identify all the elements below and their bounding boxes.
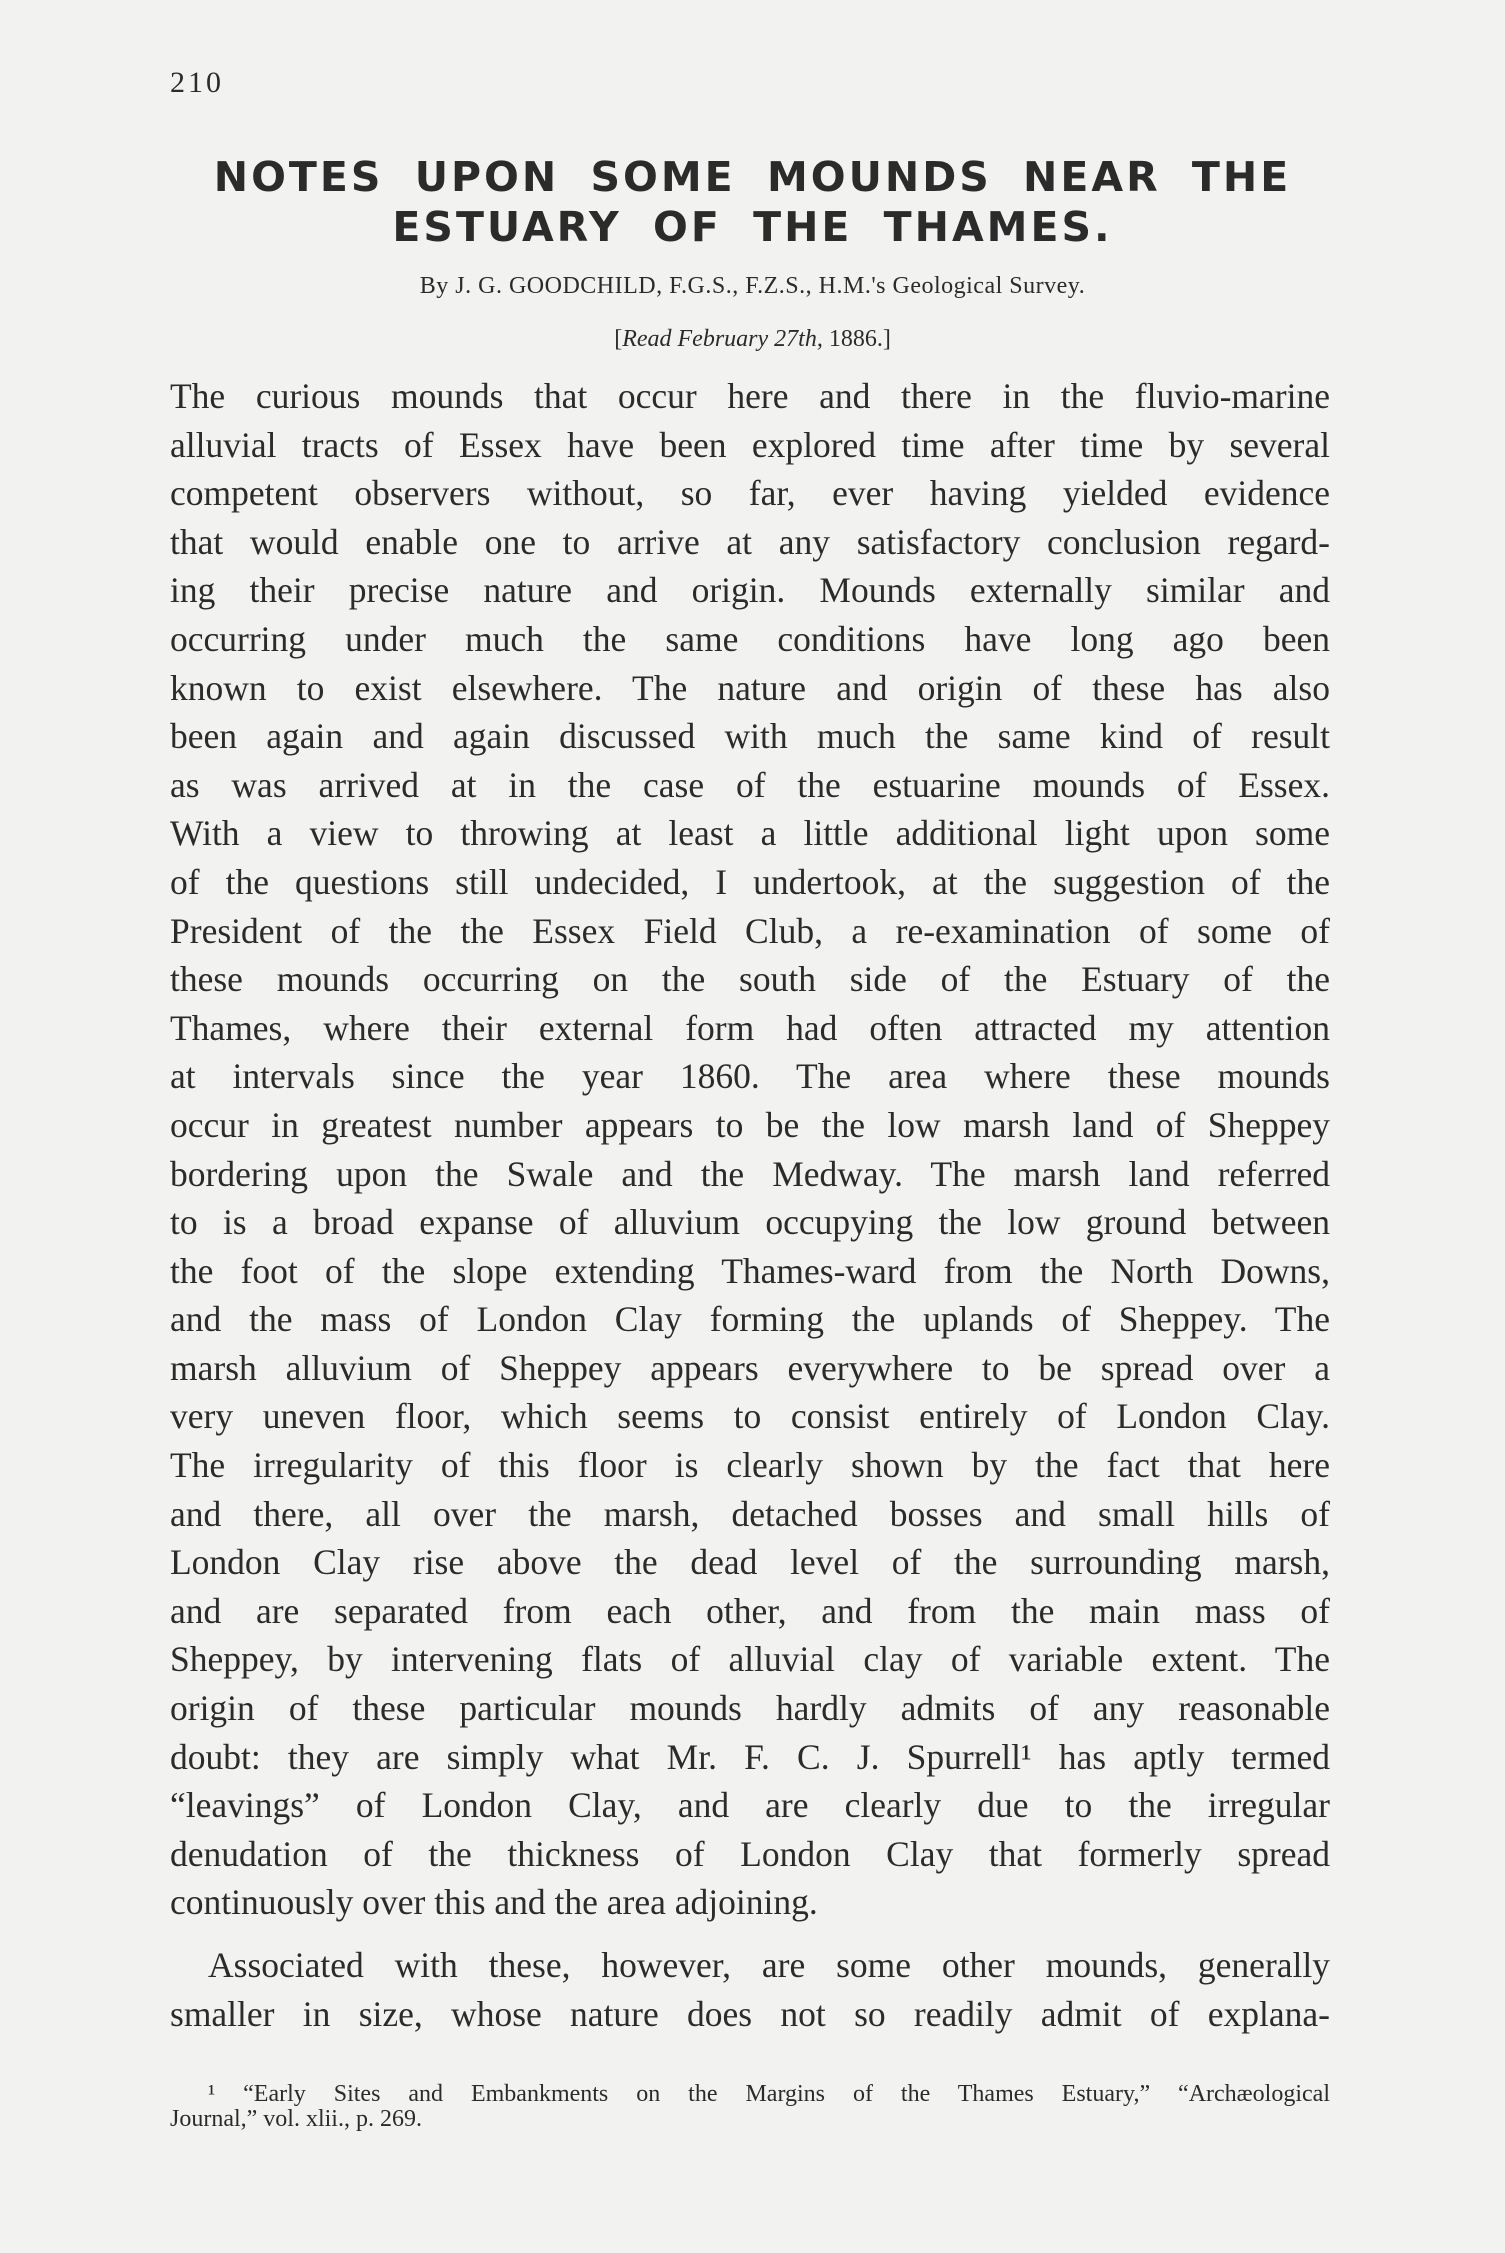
paragraph-1 — [170, 372, 1330, 1927]
body-line: and the mass of London Clay forming the uplands of Sheppey. The — [170, 1299, 1330, 1340]
body-line: occurring under much the same conditions have long ago been — [170, 618, 1330, 659]
article-body — [170, 372, 1330, 2038]
title-line-1: NOTES UPON SOME MOUNDS NEAR THE — [213, 153, 1292, 201]
body-line: the foot of the slope extending Thames-ward from the North Downs, — [170, 1250, 1330, 1291]
body-line: Associated with these, however, are some other mounds, generally — [208, 1945, 1330, 1985]
read-date-italic: Read February 27th, — [622, 326, 823, 352]
body-line: known to exist elsewhere. The nature and origin of these has also — [170, 667, 1330, 708]
body-line: as was arrived at in the case of the estuarine mounds of Essex. — [170, 764, 1330, 805]
body-line: occur in greatest number appears to be the low marsh land of Sheppey — [170, 1104, 1330, 1145]
body-line: competent observers without, so far, ever having yielded evidence — [170, 473, 1330, 514]
body-line: “leavings” of London Clay, and are clearly due to the irregular — [170, 1785, 1330, 1826]
body-line: alluvial tracts of Essex have been explored time after time by several — [170, 424, 1330, 465]
body-line: London Clay rise above the dead level of the surrounding marsh, — [170, 1542, 1330, 1583]
body-line: very uneven floor, which seems to consist entirely of London Clay. — [170, 1396, 1330, 1437]
read-date-prefix: [ — [614, 326, 623, 352]
title-line-2: ESTUARY OF THE THAMES. — [392, 203, 1113, 251]
page-number: 210 — [170, 66, 224, 99]
read-date-suffix: 1886.] — [822, 326, 891, 352]
read-date — [140, 326, 1365, 353]
body-line: President of the the Essex Field Club, a re-examination of some of — [170, 910, 1330, 951]
body-line: that would enable one to arrive at any satisfactory conclusion regard- — [170, 521, 1330, 562]
paragraph-2 — [170, 1941, 1330, 2038]
body-line: bordering upon the Swale and the Medway. The marsh land referred — [170, 1153, 1330, 1194]
paragraph-gap — [170, 1927, 1330, 1941]
footnote-line: ¹ “Early Sites and Embankments on the Margins of the Thames Estuary,” “Archæological — [208, 2081, 1330, 2107]
body-line: continuously over this and the area adjoining. — [170, 1882, 818, 1923]
body-line: origin of these particular mounds hardly admits of any reasonable — [170, 1688, 1330, 1729]
body-line: Thames, where their external form had often attracted my attention — [170, 1007, 1330, 1048]
body-line: Sheppey, by intervening flats of alluvial clay of variable extent. The — [170, 1639, 1330, 1680]
footnote-line: Journal,” vol. xlii., p. 269. — [170, 2106, 422, 2132]
body-line: doubt: they are simply what Mr. F. C. J. Spurrell¹ has aptly termed — [170, 1736, 1330, 1777]
body-line: of the questions still undecided, I undertook, at the suggestion of the — [170, 861, 1330, 902]
body-line: and are separated from each other, and from the main mass of — [170, 1590, 1330, 1631]
body-line: these mounds occurring on the south side of the Estuary of the — [170, 959, 1330, 1000]
body-line: The curious mounds that occur here and there in the fluvio-marine — [170, 376, 1330, 416]
body-line: marsh alluvium of Sheppey appears everywhere to be spread over a — [170, 1347, 1330, 1388]
body-line: at intervals since the year 1860. The area where these mounds — [170, 1056, 1330, 1097]
body-line: to is a broad expanse of alluvium occupying the low ground between — [170, 1202, 1330, 1243]
body-line: denudation of the thickness of London Clay that formerly spread — [170, 1833, 1330, 1874]
author-byline: By J. G. GOODCHILD, F.G.S., F.Z.S., H.M.'s Geological Survey. — [419, 273, 1086, 299]
body-line: smaller in size, whose nature does not so readily admit of explana- — [170, 1993, 1330, 2034]
footnote — [170, 2082, 1330, 2132]
body-line: The irregularity of this floor is clearly shown by the fact that here — [170, 1445, 1330, 1486]
body-line: and there, all over the marsh, detached bosses and small hills of — [170, 1493, 1330, 1534]
body-line: ing their precise nature and origin. Mounds externally similar and — [170, 570, 1330, 611]
article-title — [140, 152, 1365, 252]
body-line: With a view to throwing at least a little additional light upon some — [170, 813, 1330, 854]
body-line: been again and again discussed with much the same kind of result — [170, 716, 1330, 757]
